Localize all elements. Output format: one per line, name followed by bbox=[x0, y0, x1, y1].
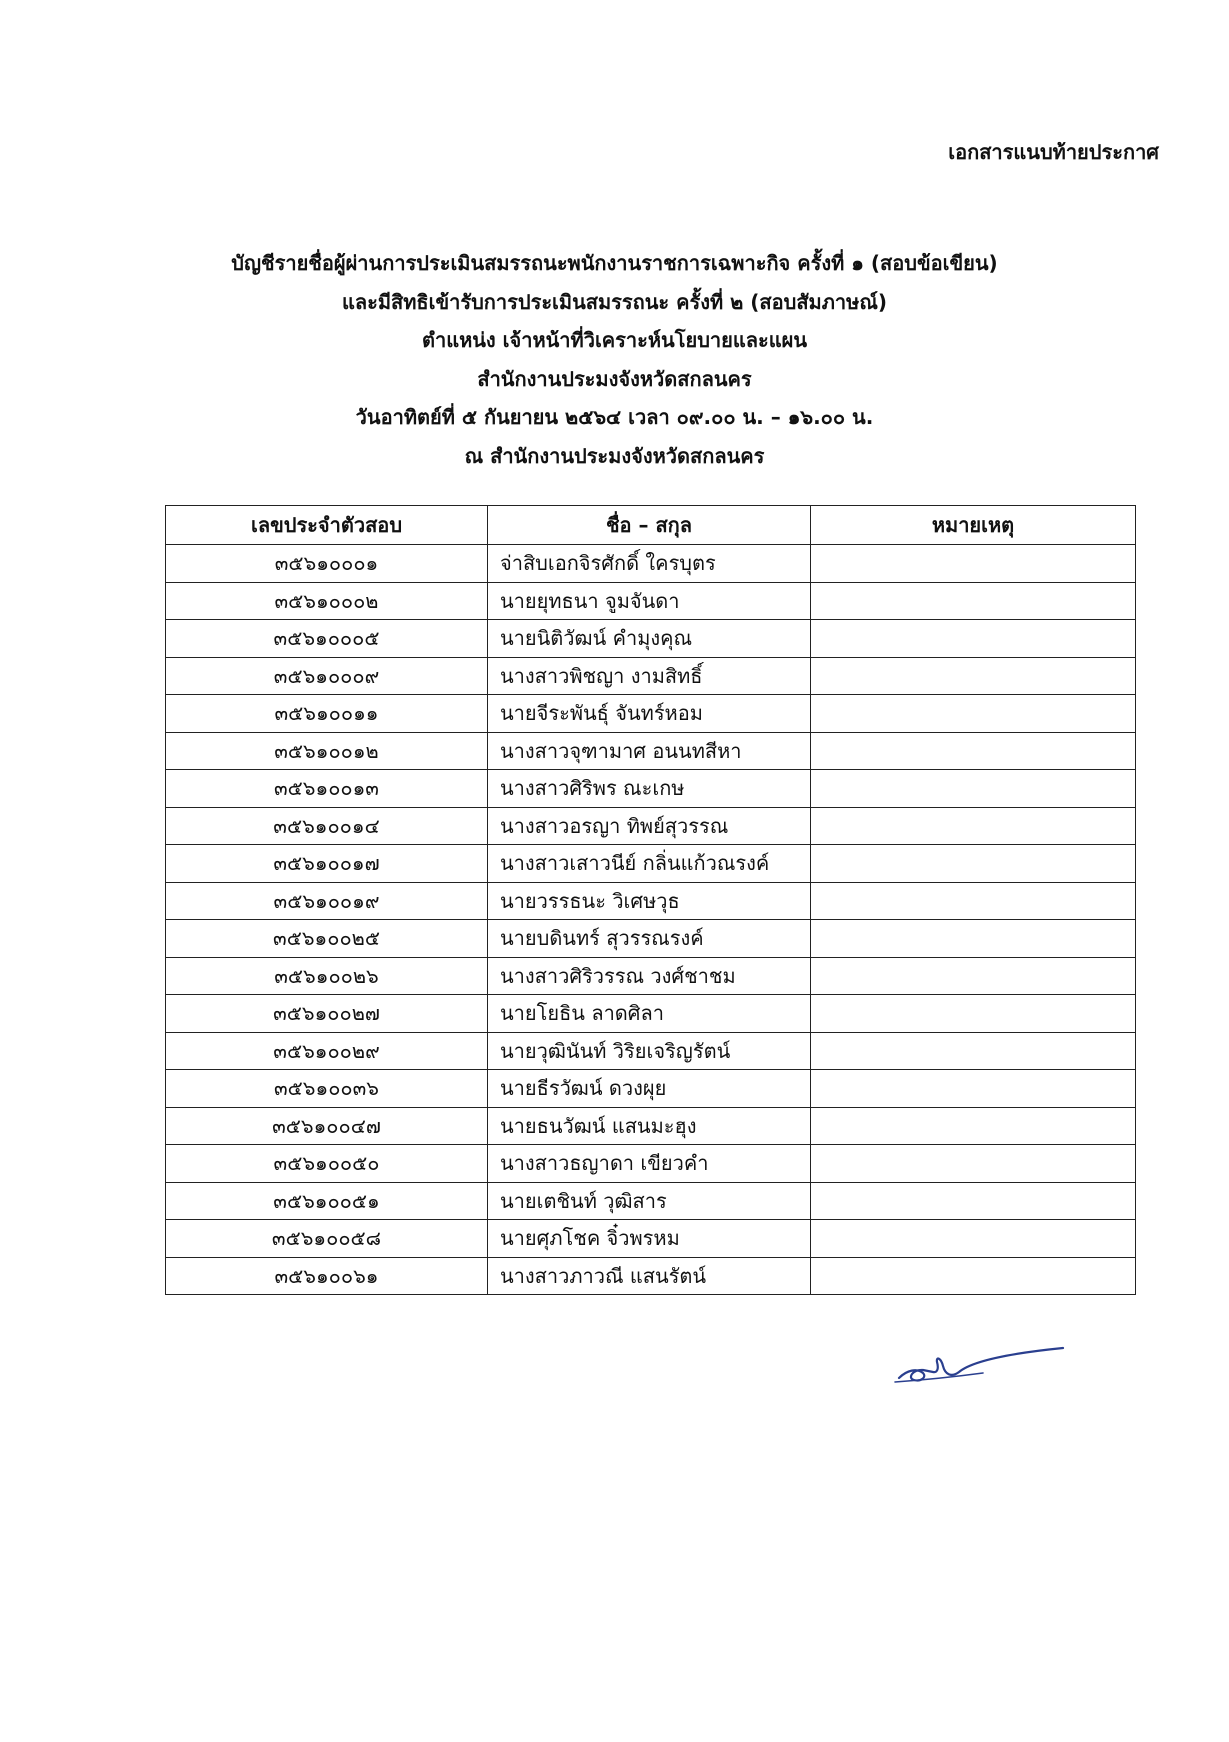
note-cell bbox=[811, 545, 1136, 583]
note-cell bbox=[811, 1032, 1136, 1070]
table-row bbox=[166, 1145, 1136, 1183]
exam-id-cell: ๓๕๖๑๐๐๕๑ bbox=[166, 1182, 488, 1220]
venue-line: ณ สำนักงานประมงจังหวัดสกลนคร bbox=[464, 443, 765, 468]
name-cell: นายวรรธนะ วิเศษวุธ bbox=[488, 882, 811, 920]
note-cell bbox=[811, 620, 1136, 658]
name-cell: นายศุภโชค จิ๋วพรหม bbox=[488, 1220, 811, 1258]
table-row bbox=[166, 1257, 1136, 1295]
name-cell: นายนิติวัฒน์ คำมุงคุณ bbox=[488, 620, 811, 658]
exam-id-cell: ๓๕๖๑๐๐๕๘ bbox=[166, 1220, 488, 1258]
note-cell bbox=[811, 695, 1136, 733]
note-cell bbox=[811, 995, 1136, 1033]
name-cell: นางสาวอรญา ทิพย์สุวรรณ bbox=[488, 807, 811, 845]
name-cell: นายจีระพันธุ์ จันทร์หอม bbox=[488, 695, 811, 733]
exam-id-cell: ๓๕๖๑๐๐๐๙ bbox=[166, 657, 488, 695]
exam-id-cell: ๓๕๖๑๐๐๒๙ bbox=[166, 1032, 488, 1070]
name-cell: นางสาวธญาดา เขียวคำ bbox=[488, 1145, 811, 1183]
note-cell bbox=[811, 770, 1136, 808]
document-heading bbox=[0, 244, 1229, 475]
exam-id-cell: ๓๕๖๑๐๐๓๖ bbox=[166, 1070, 488, 1108]
table-row bbox=[166, 995, 1136, 1033]
note-cell bbox=[811, 920, 1136, 958]
note-cell bbox=[811, 1107, 1136, 1145]
date-time-line: วันอาทิตย์ที่ ๕ กันยายน ๒๕๖๔ เวลา ๐๙.๐๐ น. – ๑๖.๐๐ น. bbox=[355, 405, 874, 429]
name-cell: นางสาวจุฑามาศ อนนทสีหา bbox=[488, 732, 811, 770]
name-cell: นางสาวภาวณี แสนรัตน์ bbox=[488, 1257, 811, 1295]
exam-id-cell: ๓๕๖๑๐๐๐๒ bbox=[166, 582, 488, 620]
heading-line: บัญชีรายชื่อผู้ผ่านการประเมินสมรรถนะพนักงานราชการเฉพาะกิจ ครั้งที่ ๑ (สอบข้อเขียน) bbox=[231, 251, 998, 275]
name-cell: นายยุทธนา จูมจันดา bbox=[488, 582, 811, 620]
exam-id-cell: ๓๕๖๑๐๐๒๕ bbox=[166, 920, 488, 958]
table-row bbox=[166, 657, 1136, 695]
exam-id-cell: ๓๕๖๑๐๐๑๗ bbox=[166, 845, 488, 883]
name-cell: นางสาวศิริพร ณะเกษ bbox=[488, 770, 811, 808]
exam-id-cell: ๓๕๖๑๐๐๕๐ bbox=[166, 1145, 488, 1183]
signature bbox=[893, 1342, 1068, 1392]
table-row bbox=[166, 1107, 1136, 1145]
note-cell bbox=[811, 957, 1136, 995]
name-cell: นายวุฒินันท์ วิริยเจริญรัตน์ bbox=[488, 1032, 811, 1070]
exam-id-cell: ๓๕๖๑๐๐๑๓ bbox=[166, 770, 488, 808]
note-cell bbox=[811, 1257, 1136, 1295]
note-cell bbox=[811, 1220, 1136, 1258]
note-cell bbox=[811, 882, 1136, 920]
exam-id-cell: ๓๕๖๑๐๐๑๙ bbox=[166, 882, 488, 920]
exam-id-cell: ๓๕๖๑๐๐๑๑ bbox=[166, 695, 488, 733]
note-cell bbox=[811, 1070, 1136, 1108]
note-cell bbox=[811, 1145, 1136, 1183]
exam-id-cell: ๓๕๖๑๐๐๒๗ bbox=[166, 995, 488, 1033]
table-row bbox=[166, 1182, 1136, 1220]
note-cell bbox=[811, 582, 1136, 620]
note-cell bbox=[811, 845, 1136, 883]
table-row bbox=[166, 1032, 1136, 1070]
table-row bbox=[166, 957, 1136, 995]
name-cell: นางสาวพิชญา งามสิทธิ์ bbox=[488, 657, 811, 695]
note-cell bbox=[811, 657, 1136, 695]
table-row bbox=[166, 882, 1136, 920]
heading-line: และมีสิทธิเข้ารับการประเมินสมรรถนะ ครั้งที่ ๒ (สอบสัมภาษณ์) bbox=[341, 289, 888, 314]
table-row bbox=[166, 1070, 1136, 1108]
position-line: ตำแหน่ง เจ้าหน้าที่วิเคราะห์นโยบายและแผน bbox=[421, 328, 808, 352]
header-exam-id: เลขประจำตัวสอบ bbox=[166, 506, 488, 545]
note-cell bbox=[811, 732, 1136, 770]
table-row bbox=[166, 545, 1136, 583]
attachment-label: เอกสารแนบท้ายประกาศ bbox=[948, 140, 1159, 164]
note-cell bbox=[811, 807, 1136, 845]
table-row bbox=[166, 620, 1136, 658]
table-row bbox=[166, 695, 1136, 733]
table-row bbox=[166, 920, 1136, 958]
table-row bbox=[166, 770, 1136, 808]
exam-id-cell: ๓๕๖๑๐๐๔๗ bbox=[166, 1107, 488, 1145]
table-row bbox=[166, 807, 1136, 845]
table-row bbox=[166, 582, 1136, 620]
table-row bbox=[166, 845, 1136, 883]
name-cell: นายโยธิน ลาดศิลา bbox=[488, 995, 811, 1033]
exam-id-cell: ๓๕๖๑๐๐๒๖ bbox=[166, 957, 488, 995]
office-line: สำนักงานประมงจังหวัดสกลนคร bbox=[477, 366, 752, 391]
name-cell: นางสาวเสาวนีย์ กลิ่นแก้วณรงค์ bbox=[488, 845, 811, 883]
exam-id-cell: ๓๕๖๑๐๐๑๔ bbox=[166, 807, 488, 845]
note-cell bbox=[811, 1182, 1136, 1220]
exam-id-cell: ๓๕๖๑๐๐๐๕ bbox=[166, 620, 488, 658]
candidate-table bbox=[165, 505, 1136, 1295]
name-cell: นายธีรวัฒน์ ดวงผุย bbox=[488, 1070, 811, 1108]
exam-id-cell: ๓๕๖๑๐๐๐๑ bbox=[166, 545, 488, 583]
name-cell: นายเตชินท์ วุฒิสาร bbox=[488, 1182, 811, 1220]
name-cell: นายธนวัฒน์ แสนมะฮุง bbox=[488, 1107, 811, 1145]
name-cell: จ่าสิบเอกจิรศักดิ์ ใครบุตร bbox=[488, 545, 811, 583]
name-cell: นางสาวศิริวรรณ วงศ์ชาชม bbox=[488, 957, 811, 995]
header-name: ชื่อ – สกุล bbox=[488, 506, 811, 545]
table-row bbox=[166, 1220, 1136, 1258]
exam-id-cell: ๓๕๖๑๐๐๖๑ bbox=[166, 1257, 488, 1295]
exam-id-cell: ๓๕๖๑๐๐๑๒ bbox=[166, 732, 488, 770]
name-cell: นายบดินทร์ สุวรรณรงค์ bbox=[488, 920, 811, 958]
table-header-row bbox=[166, 506, 1136, 545]
header-note: หมายเหตุ bbox=[811, 506, 1136, 545]
table-row bbox=[166, 732, 1136, 770]
